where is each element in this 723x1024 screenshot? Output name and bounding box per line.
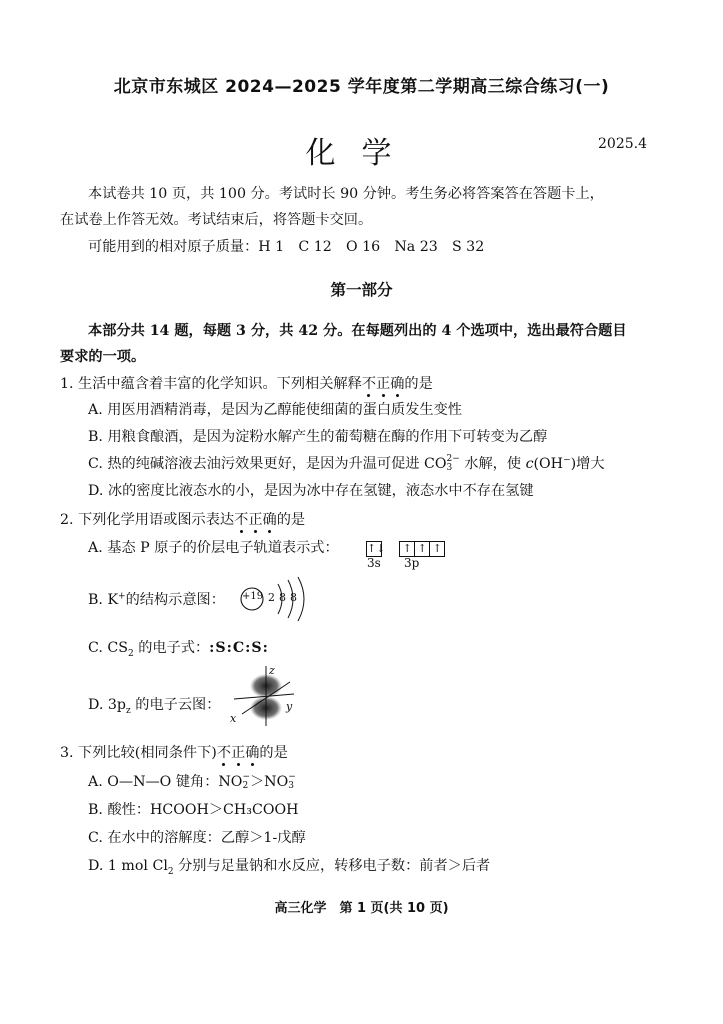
q1-option-a: A. 用医用酒精消毒，是因为乙醇能使细菌的蛋白质发生变性 [88, 402, 462, 418]
orbital-label-3p: 3p [404, 556, 420, 570]
q2-d-text: D. 3p [88, 697, 126, 713]
q3-stem-end: 的是 [259, 745, 288, 761]
q2-b-text: B. K [88, 592, 119, 608]
q1-stem [60, 373, 433, 393]
exam-date: 2025.4 [598, 136, 647, 152]
cs2-electron-formula: :S:C:S: [209, 640, 269, 656]
section-instruction-1: 本部分共 14 题，每题 3 分，共 42 分。在每题列出的 4 个选项中，选出最符合题目 [88, 323, 627, 339]
q2-d-sub: z [126, 705, 131, 716]
intro-line-1: 本试卷共 10 页，共 100 分。考试时长 90 分钟。考生务必将答案答在答题卡上， [88, 186, 604, 202]
q2-c-text: C. CS [88, 640, 128, 656]
q2-option-d [88, 694, 220, 716]
q3-stem-text: 3. 下列比较(相同条件下) [60, 745, 217, 761]
q2-c-sub: 2 [127, 648, 134, 659]
q1-c-sup: 2− [446, 454, 460, 464]
q2-option-c [88, 637, 269, 659]
q3-a-sup2: − [288, 772, 296, 782]
q2-option-a [88, 537, 339, 557]
q3-a-sub1: 2 [242, 781, 249, 791]
electron-cloud-3pz [228, 664, 300, 728]
q2-emphasis: 不正确 [234, 512, 277, 528]
q3-d-text: D. 1 mol Cl [88, 858, 168, 874]
q1-c-conc: c [525, 456, 534, 472]
shell-2-count: 8 [279, 591, 286, 604]
q1-c-sub: 3 [446, 463, 453, 473]
q3-stem [60, 742, 288, 762]
page-footer: 高三化学 第 1 页(共 10 页) [274, 901, 449, 916]
q3-d-sub: 2 [167, 866, 174, 877]
intro-line-2: 在试卷上作答无效。考试结束后，将答题卡交回。 [60, 212, 373, 228]
q3-a-no3-ion [288, 773, 296, 791]
q1-option-b: B. 用粮食酿酒，是因为淀粉水解产生的葡萄糖在酶的作用下可转变为乙醇 [88, 429, 548, 445]
q1-stem-text: 1. 生活中蕴含着丰富的化学知识。下列相关解释 [60, 376, 362, 392]
q3-option-a [88, 771, 296, 791]
orbital-3p-box-3: ↑ [429, 541, 445, 557]
q2-c-text2: 的电子式： [133, 640, 210, 656]
q1-stem-end: 的是 [404, 376, 433, 392]
orbital-3p-box-1: ↑ [399, 541, 415, 557]
q3-option-c: C. 在水中的溶解度：乙醇＞1-戊醇 [88, 830, 306, 846]
q2-b-text2: 的结构示意图： [125, 592, 225, 608]
q3-a-text2: ＞NO [249, 774, 289, 790]
q3-d-text2: 分别与足量钠和水反应，转移电子数：前者＞后者 [173, 858, 491, 874]
q3-emphasis: 不正确 [216, 745, 260, 761]
q2-option-b [88, 589, 225, 609]
q3-a-sub2: 3 [288, 781, 294, 791]
q3-a-sup1: − [242, 772, 250, 782]
q3-option-b: B. 酸性：HCOOH＞CH₃COOH [88, 802, 299, 818]
q1-c-charge [447, 455, 460, 473]
orbital-diagram [366, 538, 444, 557]
electron-cloud-svg [228, 664, 300, 728]
k-ion-structure [238, 576, 318, 622]
q1-c-text: C. 热的纯碱溶液去油污效果更好，是因为升温可促进 CO [88, 456, 447, 472]
shell-1-count: 2 [268, 591, 275, 604]
q2-d-text2: 的电子云图： [130, 697, 221, 713]
axis-x-label: x [230, 712, 237, 725]
q1-c-text2: 水解，使 [459, 456, 526, 472]
q1-c-oh-charge: − [563, 455, 571, 466]
q3-a-text: A. O—N—O 键角：NO [88, 774, 243, 790]
section-title: 第一部分 [330, 281, 393, 299]
nucleus-charge: +19 [242, 591, 264, 602]
q2-stem-text: 2. 下列化学用语或图示表达 [60, 512, 235, 528]
q2-b-charge: + [118, 591, 126, 602]
q1-c-end: )增大 [570, 456, 605, 472]
q2-a-text: A. 基态 P 原子的价层电子轨道表示式： [88, 540, 339, 556]
q1-emphasis: 不正确 [361, 376, 405, 392]
q1-option-d: D. 冰的密度比液态水的小，是因为冰中存在氢键，液态水中不存在氢键 [88, 483, 534, 499]
q2-stem-end: 的是 [276, 512, 306, 528]
section-instruction-2: 要求的一项。 [60, 349, 146, 365]
orbital-label-3s: 3s [367, 556, 381, 570]
axis-y-label: y [286, 700, 293, 713]
axis-z-label: z [269, 664, 275, 677]
orbital-3p-box-2: ↑ [414, 541, 430, 557]
q2-stem [60, 509, 305, 529]
exam-title: 北京市东城区 2024—2025 学年度第二学期高三综合练习(一) [113, 77, 610, 97]
q3-option-d [88, 855, 490, 877]
q1-option-c [88, 453, 605, 473]
orbital-3s-box: ↑↓ [367, 541, 386, 555]
subject-title: 化学 [305, 136, 418, 171]
q1-c-oh: (OH [533, 456, 564, 472]
shell-3-count: 8 [290, 591, 297, 604]
q3-a-no2-ion [242, 773, 250, 791]
atomic-masses: 可能用到的相对原子质量：H 1 C 12 O 16 Na 23 S 32 [88, 239, 485, 255]
